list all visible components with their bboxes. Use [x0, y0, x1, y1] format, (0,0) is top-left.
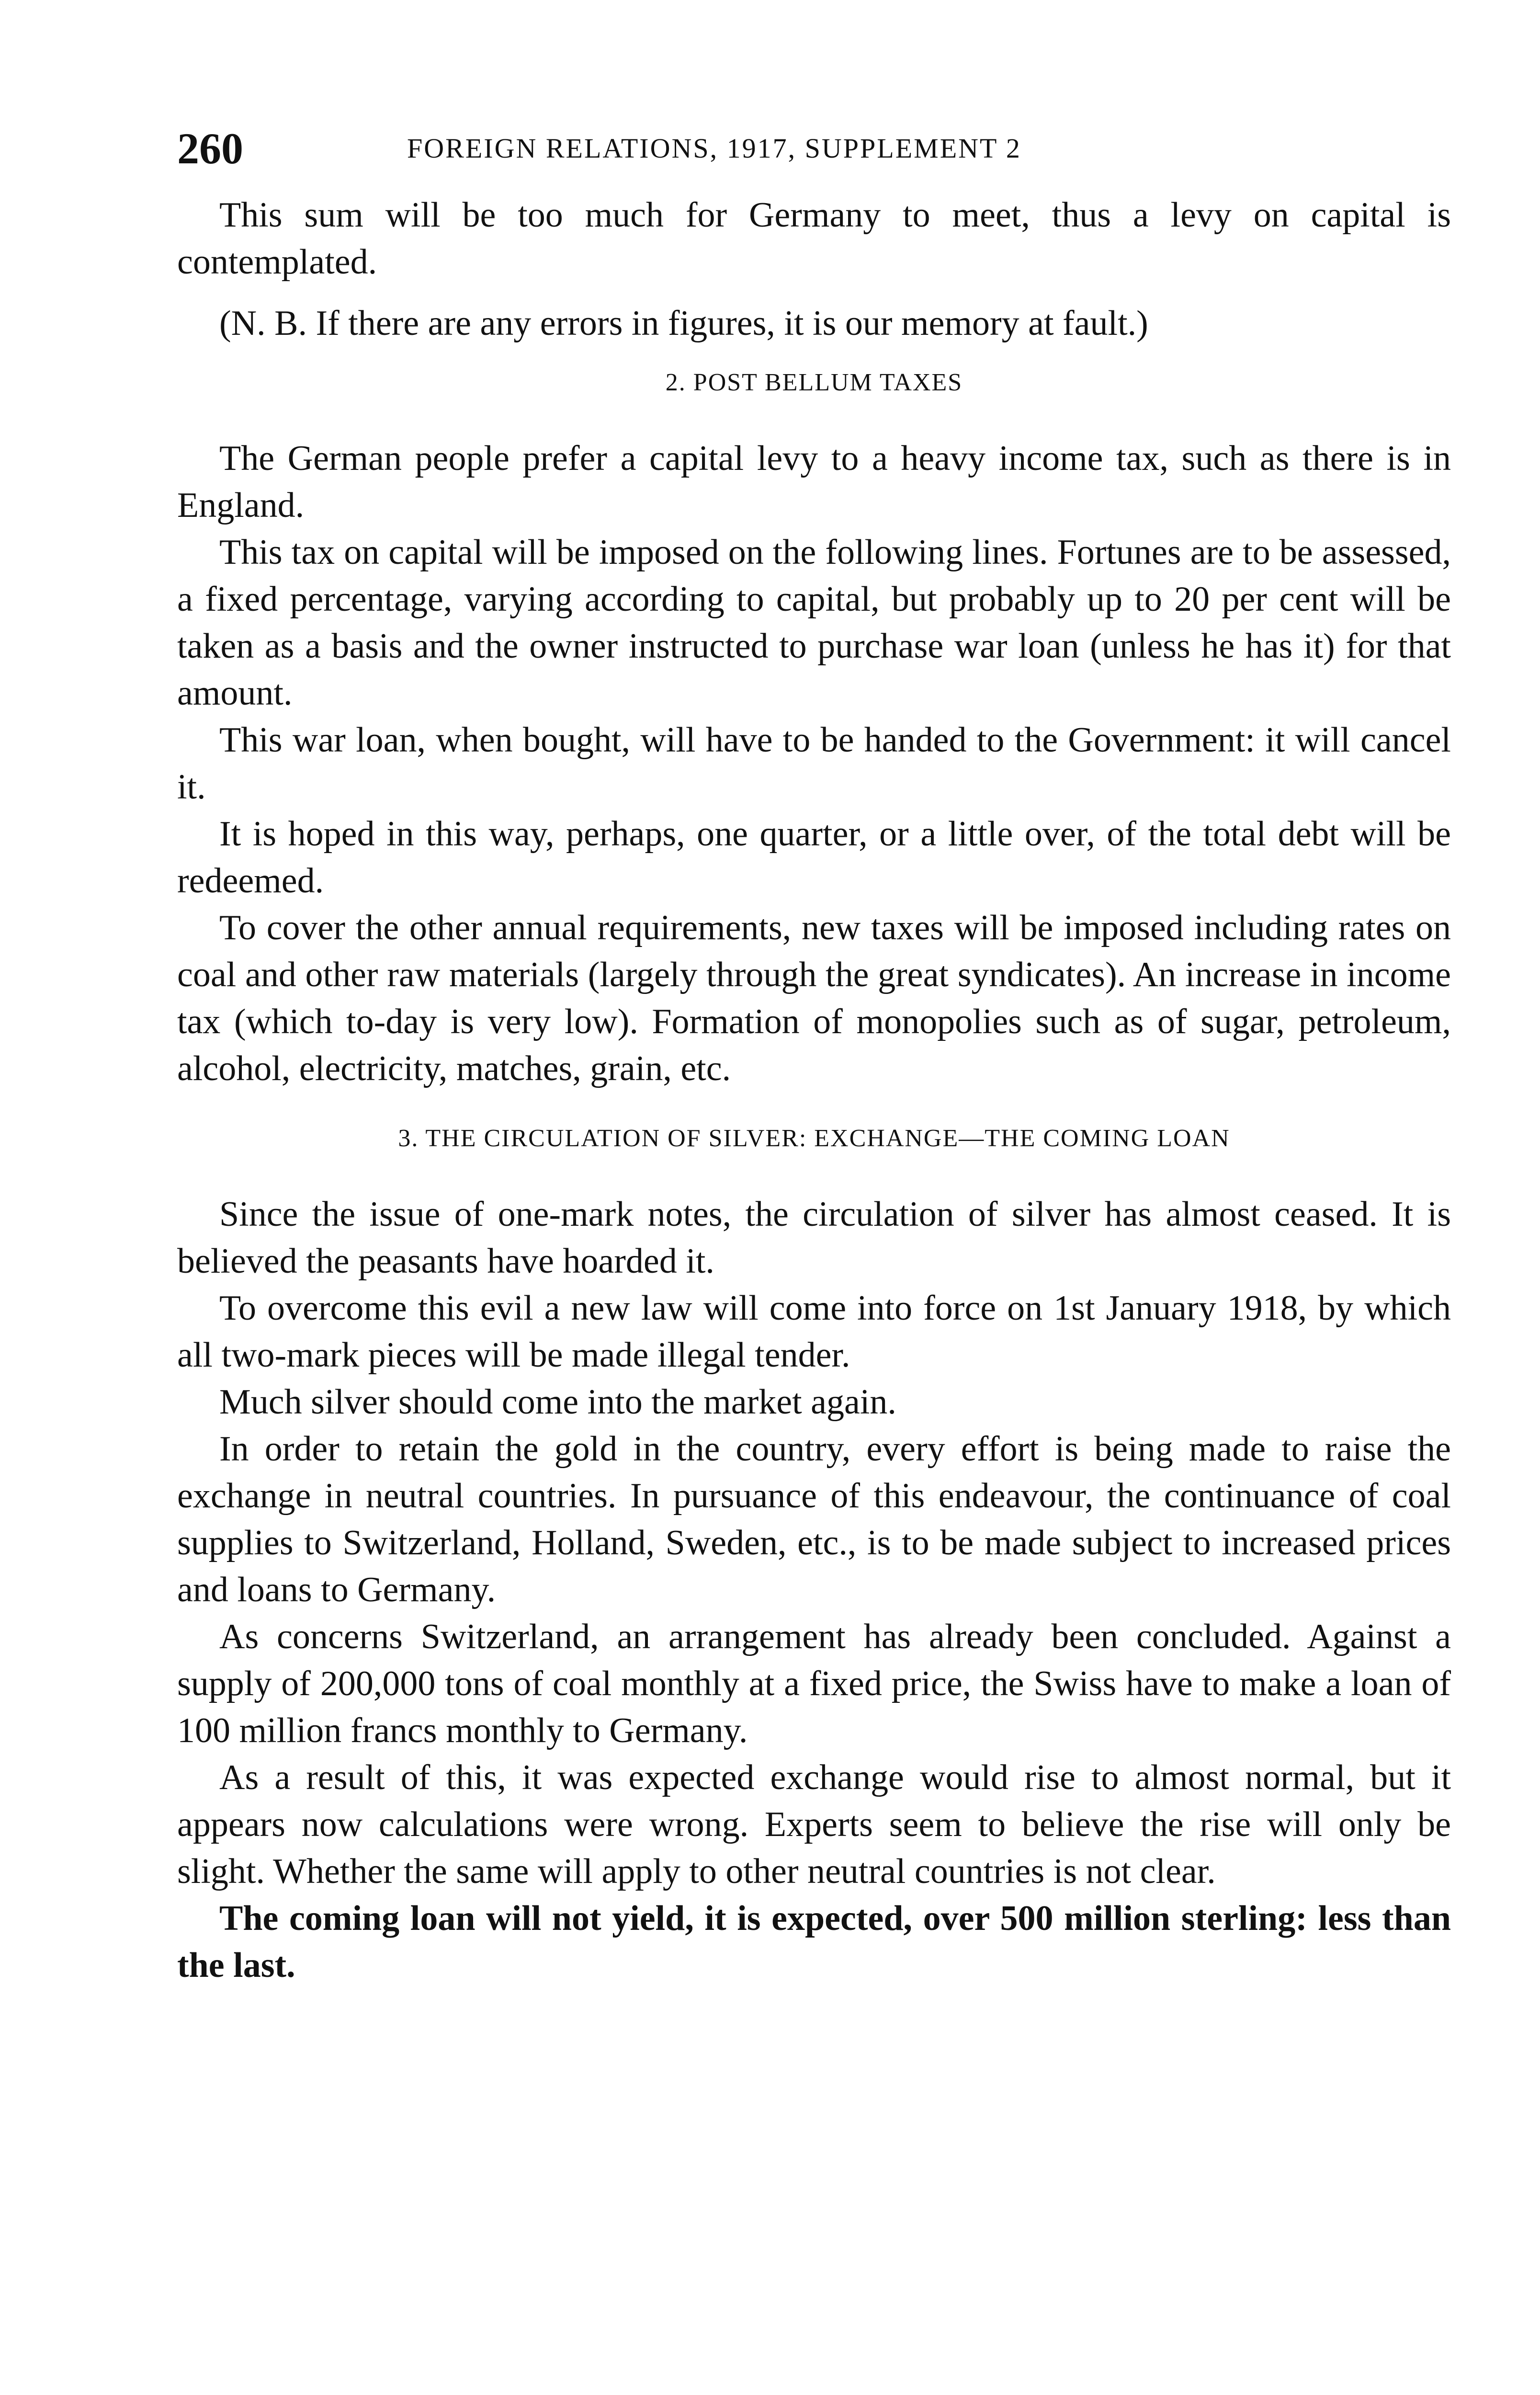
paragraph-silver-market: Much silver should come into the market again.: [219, 1382, 896, 1422]
document-page: [177, 120, 1451, 1989]
section-heading-circulation-of-silver: 3. THE CIRCULATION OF SILVER: EXCHANGE—THE COMING LOAN: [398, 1125, 1230, 1152]
paragraph-war-loan-handed: This war loan, when bought, will have to be handed to the Government: it will cancel it.: [177, 720, 1451, 807]
paragraph-exchange-result: As a result of this, it was expected exchange would rise to almost normal, but it appears now calculations were wrong. Experts seem to believe the rise will only be slight. Whether the same will apply to other neutral countries is not clear.: [177, 1758, 1451, 1891]
paragraph-new-law: To overcome this evil a new law will come into force on 1st January 1918, by which all two-mark pieces will be made illegal tender.: [177, 1289, 1451, 1375]
paragraph-switzerland-arrangement: As concerns Switzerland, an arrangement has already been concluded. Against a supply of 200,000 tons of coal monthly at a fixed price, the Swiss have to make a loan of 100 million francs monthly to Germany.: [177, 1617, 1451, 1750]
paragraph-nb-errors: (N. B. If there are any errors in figures, it is our memory at fault.): [219, 304, 1148, 343]
running-title: FOREIGN RELATIONS, 1917, SUPPLEMENT 2: [407, 133, 1021, 164]
paragraph-coming-loan: The coming loan will not yield, it is expected, over 500 million sterling: less than the last.: [177, 1899, 1451, 1985]
paragraph-levy-on-capital: This sum will be too much for Germany to meet, thus a levy on capital is contemplated.: [177, 195, 1451, 282]
paragraph-tax-on-capital: This tax on capital will be imposed on the following lines. Fortunes are to be assessed, a fixed percentage, varying according to capital, but probably up to 20 per cent will be taken as a basis and the owner instructed to purchase war loan (unless he has it) for that amount.: [177, 533, 1451, 713]
paragraph-silver-ceased: Since the issue of one-mark notes, the circulation of silver has almost ceased. It is believed the peasants have hoarded it.: [177, 1195, 1451, 1281]
section-heading-post-bellum-taxes: 2. POST BELLUM TAXES: [665, 369, 963, 396]
running-header: [177, 120, 1451, 177]
page-number: 260: [177, 124, 243, 173]
paragraph-capital-levy-preference: The German people prefer a capital levy to a heavy income tax, such as there is in England.: [177, 439, 1451, 525]
paragraph-debt-redeemed: It is hoped in this way, perhaps, one quarter, or a little over, of the total debt will be redeemed.: [177, 814, 1451, 901]
paragraph-retain-gold: In order to retain the gold in the country, every effort is being made to raise the exchange in neutral countries. In pursuance of this endeavour, the continuance of coal supplies to Switzerland, Holland, Sweden, etc., is to be made subject to increased prices and loans to Germany.: [177, 1429, 1451, 1609]
paragraph-new-taxes: To cover the other annual requirements, new taxes will be imposed including rates on coal and other raw materials (largely through the great syndicates). An increase in income tax (which to-day is very low). Formation of monopolies such as of sugar, petroleum, alcohol, electricity, matches, grain, etc.: [177, 908, 1451, 1088]
